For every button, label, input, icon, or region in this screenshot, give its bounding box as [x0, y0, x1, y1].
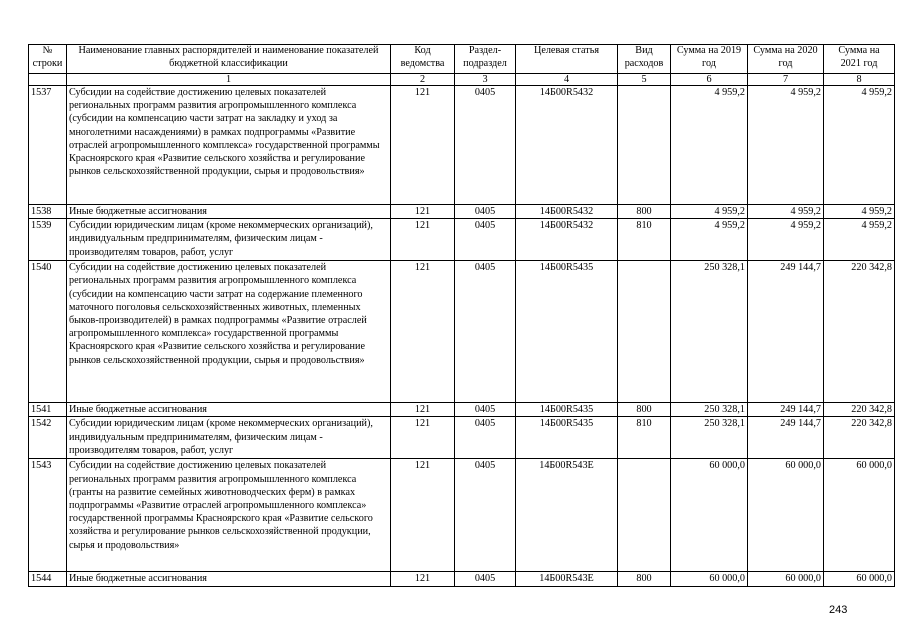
row-sum-2019: 250 328,1 [671, 261, 748, 403]
table-row [29, 459, 895, 572]
row-sum-2020: 60 000,0 [748, 572, 824, 586]
row-name: Иные бюджетные ассигнования [67, 205, 391, 219]
header-section: Раздел- подраздел [455, 45, 516, 74]
row-number: 1541 [29, 403, 67, 417]
column-number-row [29, 74, 895, 86]
row-target-article: 14Б00R5435 [516, 403, 618, 417]
row-section: 0405 [455, 86, 516, 205]
table-row [29, 403, 895, 417]
table-row [29, 219, 895, 261]
column-number: 1 [67, 74, 391, 86]
row-sum-2020: 249 144,7 [748, 417, 824, 459]
table-row [29, 205, 895, 219]
row-number: 1537 [29, 86, 67, 205]
row-name: Иные бюджетные ассигнования [67, 572, 391, 586]
row-sum-2019: 4 959,2 [671, 86, 748, 205]
row-number: 1543 [29, 459, 67, 572]
row-dept-code: 121 [391, 459, 455, 572]
row-number: 1540 [29, 261, 67, 403]
row-sum-2021: 4 959,2 [824, 219, 895, 261]
row-section: 0405 [455, 459, 516, 572]
row-expense-type: 800 [618, 403, 671, 417]
row-sum-2019: 250 328,1 [671, 417, 748, 459]
table-row [29, 261, 895, 403]
row-number: 1544 [29, 572, 67, 586]
column-number: 8 [824, 74, 895, 86]
row-expense-type [618, 459, 671, 572]
table-row [29, 417, 895, 459]
row-name: Субсидии на содействие достижению целевых показателей региональных программ развития агропромышленного комплекса (гранты на развитие семейных животноводческих ферм) в рамках подпрограммы «Развитие отраслей агропромышленного комплекса» государственной программы Красноярского края «Развитие сельского хозяйства и регулирование рынков сельскохозяйственной продукции, сырья и продовольствия» [67, 459, 391, 572]
row-target-article: 14Б00R543E [516, 572, 618, 586]
header-name: Наименование главных распорядителей и наименование показателей бюджетной классификации [67, 45, 391, 74]
column-number: 5 [618, 74, 671, 86]
row-name: Субсидии юридическим лицам (кроме некоммерческих организаций), индивидуальным предпринимателям, физическим лицам - производителям товаров, работ, услуг [67, 219, 391, 261]
row-target-article: 14Б00R5432 [516, 86, 618, 205]
header-dept-code: Код ведомства [391, 45, 455, 74]
header-sum-2019: Сумма на 2019 год [671, 45, 748, 74]
row-dept-code: 121 [391, 261, 455, 403]
row-dept-code: 121 [391, 572, 455, 586]
row-sum-2019: 60 000,0 [671, 459, 748, 572]
row-name: Иные бюджетные ассигнования [67, 403, 391, 417]
row-sum-2019: 4 959,2 [671, 205, 748, 219]
row-target-article: 14Б00R5432 [516, 219, 618, 261]
table-header-row [29, 45, 895, 74]
table-row [29, 572, 895, 586]
header-target-article: Целевая статья [516, 45, 618, 74]
row-sum-2020: 4 959,2 [748, 219, 824, 261]
row-dept-code: 121 [391, 403, 455, 417]
row-target-article: 14Б00R5432 [516, 205, 618, 219]
row-section: 0405 [455, 205, 516, 219]
row-sum-2021: 220 342,8 [824, 261, 895, 403]
row-target-article: 14Б00R543E [516, 459, 618, 572]
column-number: 4 [516, 74, 618, 86]
row-sum-2019: 60 000,0 [671, 572, 748, 586]
row-dept-code: 121 [391, 205, 455, 219]
row-expense-type [618, 261, 671, 403]
row-sum-2021: 220 342,8 [824, 403, 895, 417]
column-number: 6 [671, 74, 748, 86]
row-sum-2021: 60 000,0 [824, 459, 895, 572]
row-expense-type: 800 [618, 205, 671, 219]
row-sum-2020: 60 000,0 [748, 459, 824, 572]
row-sum-2021: 4 959,2 [824, 86, 895, 205]
row-name: Субсидии юридическим лицам (кроме некоммерческих организаций), индивидуальным предпринимателям, физическим лицам - производителям товаров, работ, услуг [67, 417, 391, 459]
row-number: 1542 [29, 417, 67, 459]
row-sum-2021: 220 342,8 [824, 417, 895, 459]
row-section: 0405 [455, 219, 516, 261]
row-section: 0405 [455, 417, 516, 459]
row-expense-type: 810 [618, 219, 671, 261]
header-sum-2020: Сумма на 2020 год [748, 45, 824, 74]
page-number: 243 [829, 604, 848, 616]
column-number-spacer [29, 74, 67, 86]
row-dept-code: 121 [391, 219, 455, 261]
header-row-number: № строки [29, 45, 67, 74]
row-sum-2021: 60 000,0 [824, 572, 895, 586]
row-sum-2020: 249 144,7 [748, 403, 824, 417]
row-dept-code: 121 [391, 417, 455, 459]
row-sum-2021: 4 959,2 [824, 205, 895, 219]
row-name: Субсидии на содействие достижению целевых показателей региональных программ развития агропромышленного комплекса (субсидии на компенсацию части затрат на содержание племенного маточного поголовья сельскохозяйственных животных, племенных быков-производителей) в рамках подпрограммы «Развитие отраслей агропромышленного комплекса» государственной программы Красноярского края «Развитие сельского хозяйства и регулирование рынков сельскохозяйственной продукции, сырья и продовольствия» [67, 261, 391, 403]
row-sum-2019: 250 328,1 [671, 403, 748, 417]
budget-table [28, 44, 895, 587]
row-sum-2020: 249 144,7 [748, 261, 824, 403]
row-expense-type: 810 [618, 417, 671, 459]
row-section: 0405 [455, 403, 516, 417]
row-sum-2019: 4 959,2 [671, 219, 748, 261]
row-dept-code: 121 [391, 86, 455, 205]
column-number: 2 [391, 74, 455, 86]
row-target-article: 14Б00R5435 [516, 261, 618, 403]
row-section: 0405 [455, 572, 516, 586]
column-number: 3 [455, 74, 516, 86]
row-number: 1539 [29, 219, 67, 261]
header-sum-2021: Сумма на 2021 год [824, 45, 895, 74]
row-sum-2020: 4 959,2 [748, 86, 824, 205]
table-row [29, 86, 895, 205]
row-name: Субсидии на содействие достижению целевых показателей региональных программ развития агропромышленного комплекса (субсидии на компенсацию части затрат на закладку и уход за многолетними насаждениями) в рамках подпрограммы «Развитие отраслей агропромышленного комплекса» государственной программы Красноярского края «Развитие сельского хозяйства и регулирование рынков сельскохозяйственной продукции, сырья и продовольствия» [67, 86, 391, 205]
column-number: 7 [748, 74, 824, 86]
row-number: 1538 [29, 205, 67, 219]
row-section: 0405 [455, 261, 516, 403]
row-expense-type [618, 86, 671, 205]
row-sum-2020: 4 959,2 [748, 205, 824, 219]
header-expense-type: Вид расходов [618, 45, 671, 74]
row-target-article: 14Б00R5435 [516, 417, 618, 459]
row-expense-type: 800 [618, 572, 671, 586]
